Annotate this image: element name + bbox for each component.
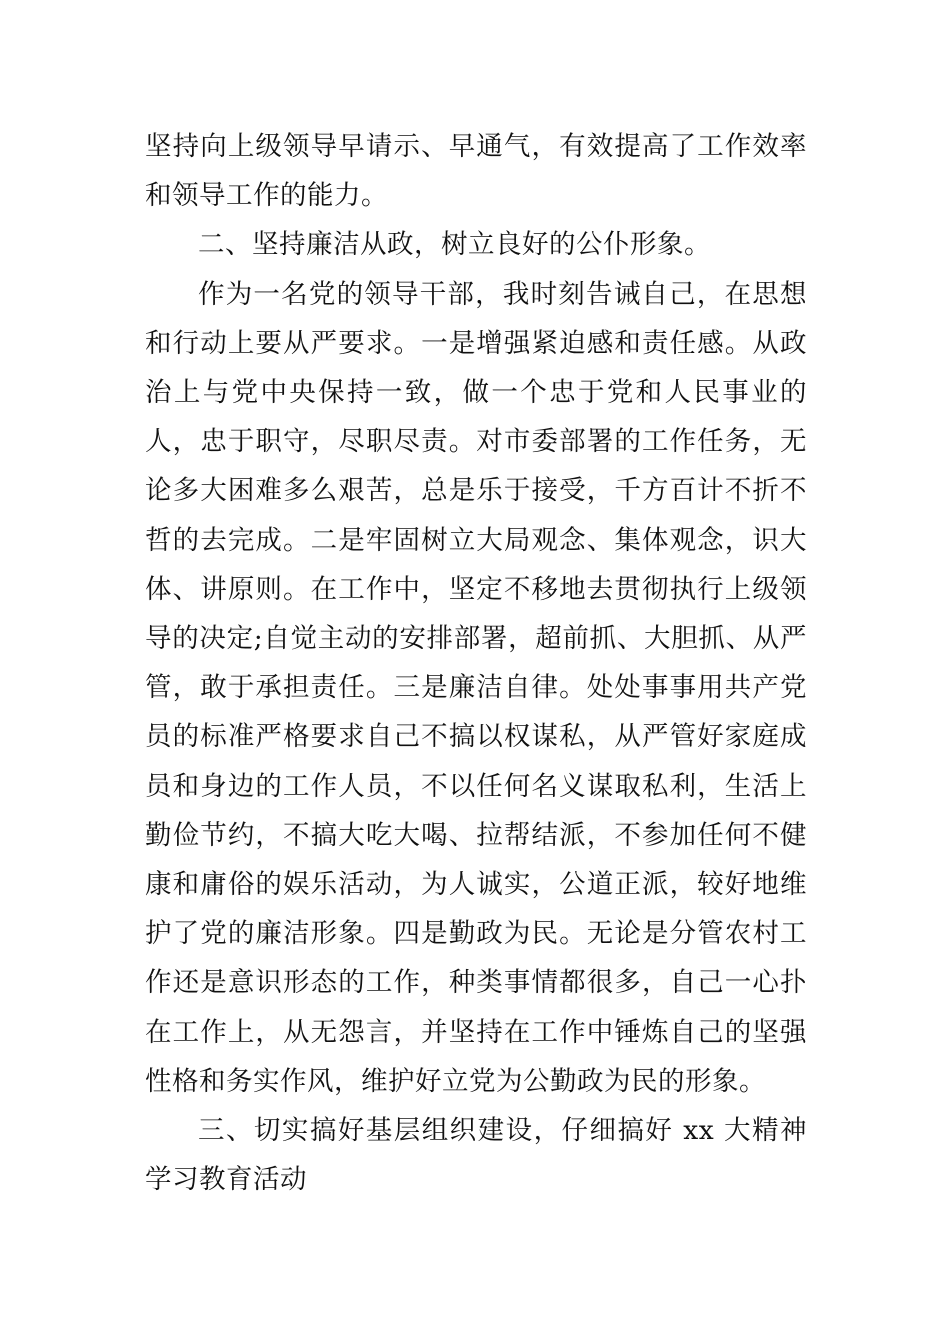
section-heading-three: 三、切实搞好基层组织建设，仔细搞好 xx 大精神学习教育活动 (145, 1115, 807, 1196)
document-body (145, 122, 807, 1204)
paragraph-body: 作为一名党的领导干部，我时刻告诫自己，在思想和行动上要从严要求。一是增强紧迫感和责任感。从政治上与党中央保持一致，做一个忠于党和人民事业的人，忠于职守，尽职尽责。对市委部署的工作任务，无论多大困难多么艰苦，总是乐于接受，千方百计不折不哲的去完成。二是牢固树立大局观念、集体观念，识大体、讲原则。在工作中，坚定不移地去贯彻执行上级领导的决定;自觉主动的安排部署，超前抓、大胆抓、从严管，敢于承担责任。三是廉洁自律。处处事事用共产党员的标准严格要求自己不搞以权谋私，从严管好家庭成员和身边的工作人员，不以任何名义谋取私利，生活上勤俭节约，不搞大吃大喝、拉帮结派，不参加任何不健康和庸俗的娱乐活动，为人诚实，公道正派，较好地维护了党的廉洁形象。四是勤政为民。无论是分管农村工作还是意识形态的工作，种类事情都很多，自己一心扑在工作上，从无怨言，并坚持在工作中锤炼自己的坚强性格和务实作风，维护好立党为公勤政为民的形象。 (145, 278, 807, 1097)
section-heading-two: 二、坚持廉洁从政，树立良好的公仆形象。 (198, 229, 711, 261)
paragraph-continuation: 坚持向上级领导早请示、早通气，有效提高了工作效率和领导工作的能力。 (145, 131, 807, 212)
